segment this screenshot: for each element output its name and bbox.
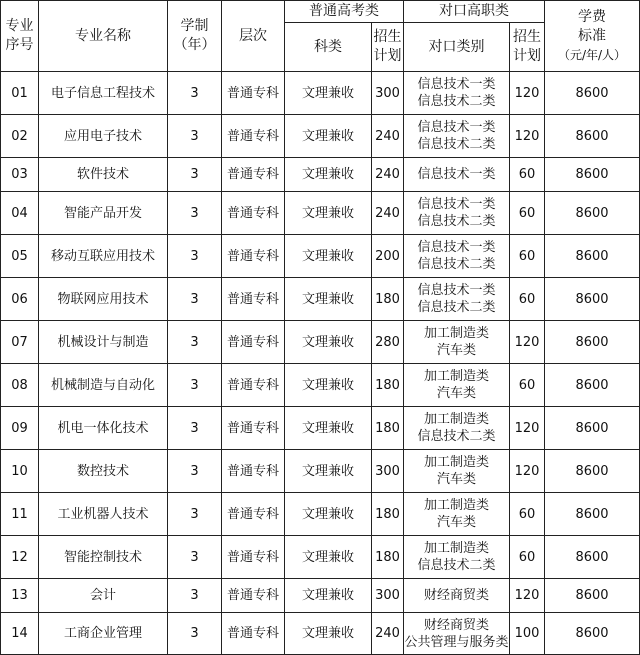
cell-seq: 05 — [1, 235, 39, 278]
cell-seq: 10 — [1, 450, 39, 493]
cell-name: 会计 — [39, 579, 168, 613]
category-line: 加工制造类 — [423, 412, 489, 427]
cell-subject: 文理兼收 — [285, 321, 372, 364]
cell-years: 3 — [168, 364, 222, 407]
cell-years: 3 — [168, 579, 222, 613]
header-duration: 学制 （年） — [168, 1, 222, 72]
cell-years: 3 — [168, 235, 222, 278]
table-row — [1, 158, 640, 192]
cell-name: 智能控制技术 — [39, 536, 168, 579]
cell-duikou-category — [404, 72, 510, 115]
cell-subject: 文理兼收 — [285, 115, 372, 158]
header-row-1 — [1, 1, 640, 23]
cell-duikou-category — [404, 536, 510, 579]
cell-gaokao-plan: 240 — [372, 613, 404, 655]
table-row — [1, 613, 640, 655]
cell-subject: 文理兼收 — [285, 536, 372, 579]
table-row — [1, 321, 640, 364]
cell-name: 机械设计与制造 — [39, 321, 168, 364]
cell-fee: 8600 — [545, 321, 640, 364]
cell-duikou-plan: 60 — [510, 235, 545, 278]
cell-level: 普通专科 — [222, 321, 285, 364]
cell-seq: 08 — [1, 364, 39, 407]
table-body — [1, 72, 640, 655]
cell-duikou-plan: 120 — [510, 321, 545, 364]
cell-level: 普通专科 — [222, 158, 285, 192]
cell-gaokao-plan: 180 — [372, 536, 404, 579]
cell-gaokao-plan: 300 — [372, 579, 404, 613]
category-line: 信息技术一类 — [417, 197, 496, 212]
cell-gaokao-plan: 280 — [372, 321, 404, 364]
cell-subject: 文理兼收 — [285, 278, 372, 321]
cell-seq: 13 — [1, 579, 39, 613]
header-name: 专业名称 — [39, 1, 168, 72]
cell-duikou-plan: 100 — [510, 613, 545, 655]
cell-years: 3 — [168, 536, 222, 579]
cell-duikou-category — [404, 321, 510, 364]
cell-fee: 8600 — [545, 407, 640, 450]
cell-duikou-plan: 120 — [510, 407, 545, 450]
cell-fee: 8600 — [545, 493, 640, 536]
cell-name: 软件技术 — [39, 158, 168, 192]
category-line: 加工制造类 — [423, 455, 489, 470]
category-line: 信息技术二类 — [417, 94, 496, 109]
cell-fee: 8600 — [545, 235, 640, 278]
header-duikou-category: 对口类别 — [404, 23, 510, 72]
category-line: 汽车类 — [436, 515, 476, 530]
header-seq: 专业 序号 — [1, 1, 39, 72]
cell-duikou-plan: 60 — [510, 493, 545, 536]
cell-name: 数控技术 — [39, 450, 168, 493]
cell-duikou-plan: 60 — [510, 278, 545, 321]
cell-gaokao-plan: 180 — [372, 493, 404, 536]
cell-duikou-plan: 60 — [510, 192, 545, 235]
table-row — [1, 115, 640, 158]
cell-level: 普通专科 — [222, 72, 285, 115]
table-row — [1, 192, 640, 235]
cell-fee: 8600 — [545, 158, 640, 192]
category-line: 加工制造类 — [423, 369, 489, 384]
cell-duikou-plan: 120 — [510, 72, 545, 115]
cell-subject: 文理兼收 — [285, 72, 372, 115]
cell-subject: 文理兼收 — [285, 364, 372, 407]
cell-seq: 09 — [1, 407, 39, 450]
header-duikou-plan: 招生 计划 — [510, 23, 545, 72]
cell-seq: 04 — [1, 192, 39, 235]
cell-duikou-category — [404, 407, 510, 450]
category-line: 信息技术二类 — [417, 558, 496, 573]
cell-gaokao-plan: 240 — [372, 192, 404, 235]
table-row — [1, 579, 640, 613]
cell-seq: 01 — [1, 72, 39, 115]
table-row — [1, 407, 640, 450]
cell-name: 物联网应用技术 — [39, 278, 168, 321]
cell-years: 3 — [168, 613, 222, 655]
header-gaokao-group: 普通高考类 — [285, 1, 404, 23]
cell-subject: 文理兼收 — [285, 613, 372, 655]
cell-fee: 8600 — [545, 72, 640, 115]
category-line: 财经商贸类 — [423, 588, 489, 603]
cell-fee: 8600 — [545, 613, 640, 655]
cell-gaokao-plan: 180 — [372, 364, 404, 407]
cell-level: 普通专科 — [222, 450, 285, 493]
cell-duikou-plan: 60 — [510, 158, 545, 192]
category-line: 信息技术一类 — [417, 77, 496, 92]
cell-level: 普通专科 — [222, 364, 285, 407]
cell-gaokao-plan: 300 — [372, 450, 404, 493]
cell-seq: 03 — [1, 158, 39, 192]
table-row — [1, 278, 640, 321]
category-line: 信息技术二类 — [417, 257, 496, 272]
category-line: 信息技术一类 — [417, 167, 496, 182]
cell-duikou-plan: 120 — [510, 450, 545, 493]
cell-years: 3 — [168, 158, 222, 192]
table-row — [1, 536, 640, 579]
category-line: 汽车类 — [436, 343, 476, 358]
cell-duikou-plan: 60 — [510, 364, 545, 407]
cell-years: 3 — [168, 278, 222, 321]
category-line: 信息技术二类 — [417, 300, 496, 315]
cell-subject: 文理兼收 — [285, 407, 372, 450]
cell-duikou-category — [404, 579, 510, 613]
cell-subject: 文理兼收 — [285, 235, 372, 278]
table-row — [1, 493, 640, 536]
cell-name: 电子信息工程技术 — [39, 72, 168, 115]
cell-fee: 8600 — [545, 579, 640, 613]
cell-years: 3 — [168, 321, 222, 364]
cell-level: 普通专科 — [222, 235, 285, 278]
cell-seq: 02 — [1, 115, 39, 158]
cell-level: 普通专科 — [222, 579, 285, 613]
cell-level: 普通专科 — [222, 192, 285, 235]
category-line: 财经商贸类 — [423, 617, 489, 633]
category-line: 汽车类 — [436, 472, 476, 487]
cell-level: 普通专科 — [222, 613, 285, 655]
cell-fee: 8600 — [545, 115, 640, 158]
cell-duikou-category — [404, 192, 510, 235]
cell-gaokao-plan: 240 — [372, 115, 404, 158]
cell-years: 3 — [168, 192, 222, 235]
cell-duikou-plan: 120 — [510, 115, 545, 158]
cell-subject: 文理兼收 — [285, 493, 372, 536]
cell-name: 工业机器人技术 — [39, 493, 168, 536]
cell-duikou-category — [404, 493, 510, 536]
category-line: 汽车类 — [436, 386, 476, 401]
cell-subject: 文理兼收 — [285, 579, 372, 613]
cell-duikou-category — [404, 364, 510, 407]
cell-duikou-plan: 120 — [510, 579, 545, 613]
cell-seq: 11 — [1, 493, 39, 536]
category-line: 信息技术一类 — [417, 283, 496, 298]
category-line: 加工制造类 — [423, 541, 489, 556]
cell-subject: 文理兼收 — [285, 158, 372, 192]
cell-gaokao-plan: 180 — [372, 407, 404, 450]
header-gaokao-subject: 科类 — [285, 23, 372, 72]
cell-name: 工商企业管理 — [39, 613, 168, 655]
category-line: 加工制造类 — [423, 326, 489, 341]
cell-fee: 8600 — [545, 278, 640, 321]
header-fee: 学费 标准 （元/年/人） — [545, 1, 640, 72]
cell-fee: 8600 — [545, 192, 640, 235]
cell-name: 应用电子技术 — [39, 115, 168, 158]
cell-years: 3 — [168, 115, 222, 158]
cell-duikou-category — [404, 613, 510, 655]
cell-years: 3 — [168, 450, 222, 493]
cell-seq: 06 — [1, 278, 39, 321]
category-line: 信息技术二类 — [417, 137, 496, 152]
cell-years: 3 — [168, 72, 222, 115]
cell-level: 普通专科 — [222, 278, 285, 321]
category-line: 信息技术一类 — [417, 240, 496, 255]
cell-seq: 07 — [1, 321, 39, 364]
cell-duikou-category — [404, 278, 510, 321]
category-line: 信息技术二类 — [417, 429, 496, 444]
cell-name: 智能产品开发 — [39, 192, 168, 235]
category-line: 信息技术二类 — [417, 214, 496, 229]
cell-subject: 文理兼收 — [285, 450, 372, 493]
cell-subject: 文理兼收 — [285, 192, 372, 235]
cell-duikou-category — [404, 115, 510, 158]
table-row — [1, 235, 640, 278]
category-line: 加工制造类 — [423, 498, 489, 513]
cell-seq: 14 — [1, 613, 39, 655]
cell-gaokao-plan: 180 — [372, 278, 404, 321]
cell-gaokao-plan: 300 — [372, 72, 404, 115]
cell-level: 普通专科 — [222, 115, 285, 158]
cell-level: 普通专科 — [222, 407, 285, 450]
cell-level: 普通专科 — [222, 493, 285, 536]
cell-fee: 8600 — [545, 536, 640, 579]
category-line: 公共管理与服务类 — [404, 634, 509, 650]
cell-level: 普通专科 — [222, 536, 285, 579]
cell-gaokao-plan: 240 — [372, 158, 404, 192]
header-duikou-group: 对口高职类 — [404, 1, 545, 23]
cell-name: 机电一体化技术 — [39, 407, 168, 450]
header-level: 层次 — [222, 1, 285, 72]
cell-fee: 8600 — [545, 364, 640, 407]
cell-duikou-category — [404, 450, 510, 493]
cell-name: 移动互联应用技术 — [39, 235, 168, 278]
cell-years: 3 — [168, 407, 222, 450]
cell-fee: 8600 — [545, 450, 640, 493]
cell-name: 机械制造与自动化 — [39, 364, 168, 407]
table-row — [1, 450, 640, 493]
table-row — [1, 72, 640, 115]
cell-duikou-plan: 60 — [510, 536, 545, 579]
cell-duikou-category — [404, 235, 510, 278]
cell-gaokao-plan: 200 — [372, 235, 404, 278]
table-row — [1, 364, 640, 407]
category-line: 信息技术一类 — [417, 120, 496, 135]
cell-years: 3 — [168, 493, 222, 536]
cell-seq: 12 — [1, 536, 39, 579]
cell-duikou-category — [404, 158, 510, 192]
header-gaokao-plan: 招生 计划 — [372, 23, 404, 72]
